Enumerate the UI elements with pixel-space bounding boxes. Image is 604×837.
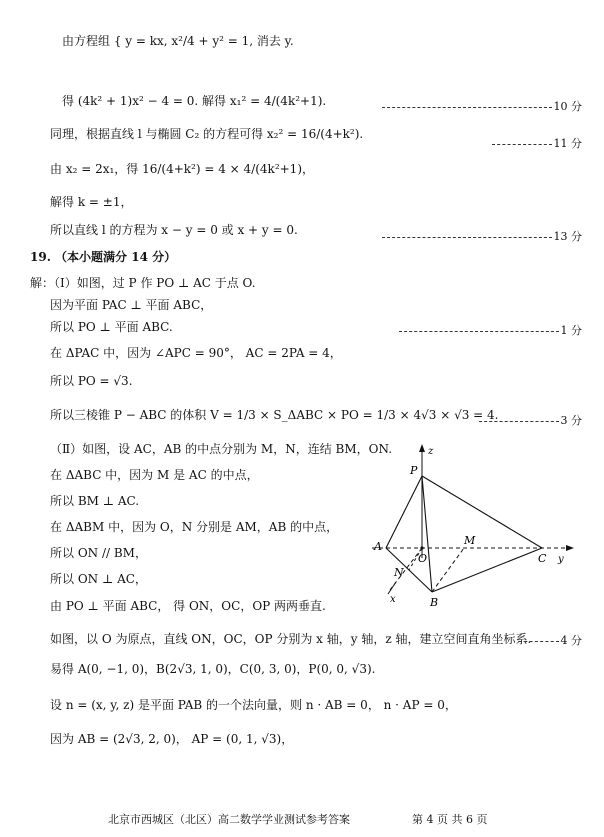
- x-axis-tail: [388, 582, 396, 594]
- footer-page-number: 第 4 页 共 6 页: [412, 813, 488, 826]
- score-3: 3 分: [479, 412, 583, 428]
- label-p: P: [410, 464, 418, 477]
- edge-pa: [386, 476, 422, 548]
- label-c: C: [538, 552, 547, 565]
- line-similarly-x2: 同理，根据直线 l 与椭圆 C₂ 的方程可得 x₂² = 16/(4+k²).: [50, 127, 364, 141]
- dotted-leader: [492, 144, 552, 145]
- dotted-leader: [382, 237, 552, 238]
- line-line-equation: 所以直线 l 的方程为 x − y = 0 或 x + y = 0.: [50, 223, 298, 237]
- line-pairwise-perp: 由 PO ⊥ 平面 ABC， 得 ON，OC，OP 两两垂直.: [50, 599, 326, 613]
- y-axis-arrow: [566, 545, 574, 551]
- dotted-leader: [519, 641, 559, 642]
- line-po-perp: 所以 PO ⊥ 平面 ABC.: [50, 320, 173, 334]
- score-1: 1 分: [399, 322, 583, 338]
- z-axis-arrow: [419, 444, 425, 452]
- problem-19-heading: 19. （本小题满分 14 分）: [30, 250, 177, 264]
- line-x2-eq-2x1: 由 x₂ = 2x₁，得 16/(4+k²) = 4 × 4/(4k²+1)，: [50, 162, 315, 176]
- label-n: N: [394, 566, 404, 579]
- label-z: z: [428, 446, 434, 457]
- dotted-leader: [399, 331, 559, 332]
- line-solve-k: 解得 k = ±1，: [50, 195, 133, 209]
- line-triangle-pac: 在 ΔPAC 中，因为 ∠APC = 90°， AC = 2PA = 4，: [50, 346, 342, 360]
- score-10: 10 分: [382, 98, 583, 114]
- line-points: 易得 A(0, −1, 0)，B(2√3, 1, 0)，C(0, 3, 0)，P(0, 0, √3).: [50, 662, 376, 676]
- line-coordinate-system: 如图，以 O 为原点，直线 ON，OC，OP 分别为 x 轴，y 轴，z 轴，建立空间直角坐标系.: [50, 632, 532, 646]
- line-system-setup: 由方程组 { y = kx, x²/4 + y² = 1, 消去 y.: [62, 34, 294, 48]
- dotted-leader: [479, 421, 559, 422]
- label-m: M: [464, 534, 476, 547]
- score-13: 13 分: [382, 228, 583, 244]
- pyramid-figure: [352, 440, 582, 610]
- score-11: 11 分: [492, 135, 583, 151]
- label-b: B: [430, 596, 439, 609]
- line-part2-intro: （Ⅱ）如图，设 AC，AB 的中点分别为 M，N，连结 BM，ON.: [50, 442, 393, 456]
- line-triangle-abm: 在 ΔABM 中，因为 O，N 分别是 AM，AB 的中点，: [50, 520, 339, 534]
- line-solve-x1: 得 (4k² + 1)x² − 4 = 0. 解得 x₁² = 4/(4k²+1).: [62, 94, 327, 108]
- score-4: 4 分: [519, 632, 583, 648]
- label-x: x: [390, 594, 396, 605]
- label-o: O: [418, 552, 428, 565]
- line-bm-perp: 所以 BM ⊥ AC.: [50, 494, 140, 508]
- line-part1-intro: 解：（Ⅰ）如图，过 P 作 PO ⊥ AC 于点 O.: [30, 276, 256, 290]
- edge-pc: [422, 476, 542, 548]
- dotted-leader: [382, 107, 552, 108]
- line-on-parallel: 所以 ON // BM，: [50, 546, 147, 560]
- line-triangle-abc: 在 ΔABC 中，因为 M 是 AC 的中点，: [50, 468, 259, 482]
- edge-pb: [422, 476, 432, 592]
- label-y: y: [558, 554, 564, 565]
- line-po-value: 所以 PO = √3.: [50, 374, 133, 388]
- edge-bc: [432, 548, 542, 592]
- line-on-perp: 所以 ON ⊥ AC，: [50, 572, 147, 586]
- line-vectors: 因为 AB = (2√3, 2, 0)， AP = (0, 1, √3)，: [50, 732, 294, 746]
- footer-title: 北京市西城区（北区）高二数学学业测试参考答案: [108, 813, 350, 826]
- line-volume: 所以三棱锥 P − ABC 的体积 V = 1/3 × S_ΔABC × PO = 1/3 × 4√3 × √3 = 4.: [50, 408, 499, 422]
- line-normal-vector: 设 n = (x, y, z) 是平面 PAB 的一个法向量，则 n · AB = 0， n · AP = 0，: [50, 698, 457, 712]
- label-a: A: [374, 540, 382, 553]
- line-plane-perp: 因为平面 PAC ⊥ 平面 ABC，: [50, 298, 213, 312]
- point-o-dot: [420, 546, 423, 549]
